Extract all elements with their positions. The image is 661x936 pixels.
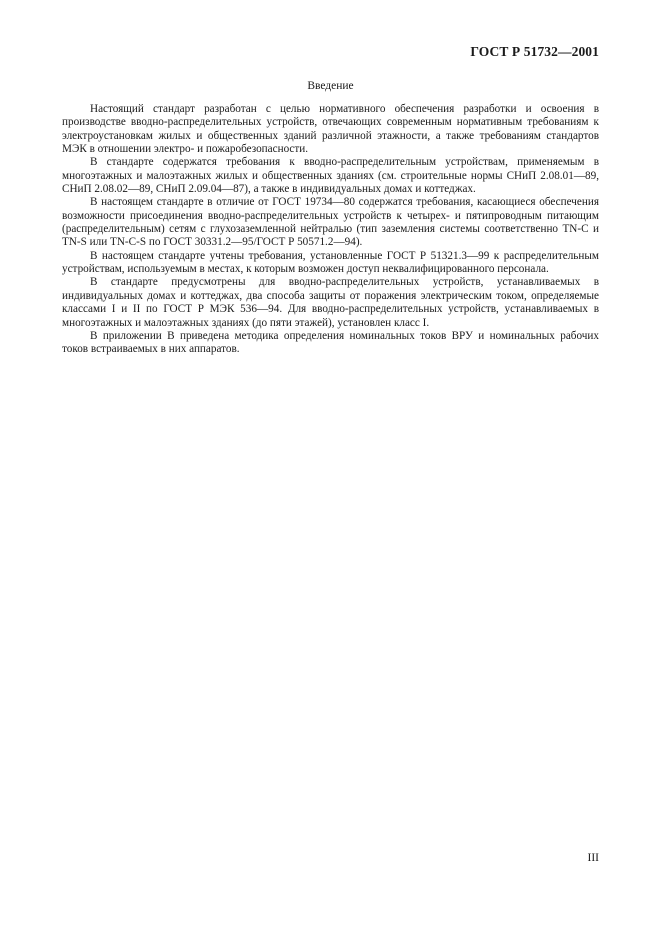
- paragraph-purpose: Настоящий стандарт разработан с целью нормативного обеспечения разработки и освоения в производстве вводно-распределительных устройств, отвечающих современным нормативным требованиям к электроустановкам жилых и общественных зданий различной этажности, а также требованиям стандартов МЭК в отношении электро- и пожаробезопасности.: [62, 103, 599, 156]
- paragraph-protection-classes: В стандарте предусмотрены для вводно-распределительных устройств, устанавливаемых в индивидуальных домах и коттеджах, два способа защиты от поражения электрическим током, определяемые классами I и II по ГОСТ Р МЭК 536—94. Для вводно-распределительных устройств, устанавливаемых в многоэтажных и малоэтажных зданиях (до пяти этажей), установлен класс I.: [62, 276, 599, 329]
- paragraph-differences: В настоящем стандарте в отличие от ГОСТ 19734—80 содержатся требования, касающиеся обеспечения возможности присоединения вводно-распределительных устройств к четырех- и пятипроводным питающим (распределительным) сетям с глухозаземленной нейтралью (тип заземления системы соответственно TN-C и TN-S или TN-C-S по ГОСТ 30331.2—95/ГОСТ Р 50571.2—94).: [62, 196, 599, 249]
- paragraph-requirements: В настоящем стандарте учтены требования, установленные ГОСТ Р 51321.3—99 к распределительным устройствам, используемым в местах, к которым возможен доступ неквалифицированного персонала.: [62, 249, 599, 276]
- paragraph-appendix: В приложении В приведена методика определения номинальных токов ВРУ и номинальных рабочих токов встраиваемых в них аппаратов.: [62, 329, 599, 356]
- page-number: III: [587, 852, 599, 864]
- paragraph-scope: В стандарте содержатся требования к вводно-распределительным устройствам, применяемым в многоэтажных и малоэтажных жилых и общественных зданиях (см. строительные нормы СНиП 2.08.01—89, СНиП 2.08.02—89, СНиП 2.09.04—87), а также в индивидуальных домах и коттеджах.: [62, 156, 599, 196]
- document-code: ГОСТ Р 51732—2001: [470, 44, 599, 59]
- section-title: Введение: [307, 80, 354, 92]
- body-text: [62, 103, 599, 357]
